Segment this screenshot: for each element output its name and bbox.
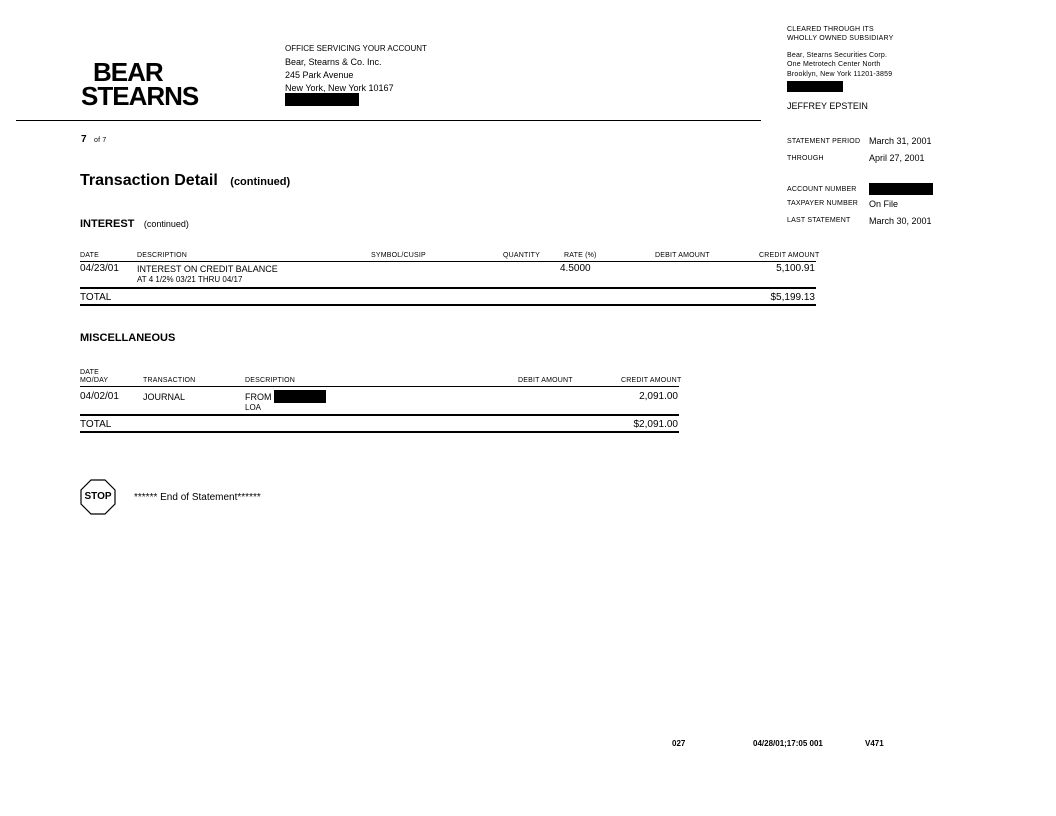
clearing-addr-2: One Metrotech Center North <box>787 61 881 68</box>
section-title <box>80 172 290 190</box>
misc-row-transaction: JOURNAL <box>143 392 186 402</box>
interest-title: INTEREST <box>80 218 135 230</box>
clearing-line-1: CLEARED THROUGH ITS <box>787 26 874 33</box>
taxpayer-label: TAXPAYER NUMBER <box>787 200 859 207</box>
interest-header-quantity: QUANTITY <box>503 252 540 259</box>
header-rule <box>16 120 761 121</box>
footer-code-2: V471 <box>865 739 884 748</box>
misc-row-credit: 2,091.00 <box>639 391 678 402</box>
misc-header-date-2: MO/DAY <box>80 377 109 384</box>
misc-header-credit: CREDIT AMOUNT <box>621 377 682 384</box>
interest-row-rate: 4.5000 <box>560 263 591 274</box>
page-num: 7 <box>81 134 87 145</box>
logo-line-1: BEAR <box>93 57 163 87</box>
taxpayer-value: On File <box>869 199 899 209</box>
interest-total-rule-top <box>80 287 816 289</box>
misc-total-rule-top <box>80 414 679 416</box>
interest-header-rate: RATE (%) <box>564 252 597 259</box>
redaction-account <box>869 183 933 195</box>
redaction-misc <box>274 390 326 403</box>
misc-row-date: 04/02/01 <box>80 391 119 402</box>
office-city: New York, New York 10167 <box>285 83 394 93</box>
footer-timestamp: 04/28/01;17:05 001 <box>753 739 823 748</box>
footer-code-1: 027 <box>672 739 686 748</box>
last-statement-label: LAST STATEMENT <box>787 217 851 224</box>
interest-header-credit: CREDIT AMOUNT <box>759 252 820 259</box>
section-continued: (continued) <box>230 176 291 188</box>
statement-period-label: STATEMENT PERIOD <box>787 138 861 145</box>
misc-header-rule <box>80 386 679 387</box>
clearing-addr-3: Brooklyn, New York 11201-3859 <box>787 71 893 78</box>
through-value: April 27, 2001 <box>869 153 925 163</box>
misc-title: MISCELLANEOUS <box>80 332 176 344</box>
misc-header-date-1: DATE <box>80 369 99 376</box>
office-name: Bear, Stearns & Co. Inc. <box>285 57 382 67</box>
interest-header-description: DESCRIPTION <box>137 252 188 259</box>
clearing-line-2: WHOLLY OWNED SUBSIDIARY <box>787 35 894 42</box>
interest-row-date: 04/23/01 <box>80 263 119 274</box>
misc-row-desc-1: FROM <box>245 392 272 402</box>
section-title-text: Transaction Detail <box>80 172 218 189</box>
interest-total-rule-bottom <box>80 304 816 306</box>
interest-header-symbol: SYMBOL/CUSIP <box>371 252 426 259</box>
misc-total-rule-bottom <box>80 431 679 433</box>
account-number-label: ACCOUNT NUMBER <box>787 186 857 193</box>
interest-row-desc-1: INTEREST ON CREDIT BALANCE <box>137 264 278 274</box>
interest-header-date: DATE <box>80 252 99 259</box>
statement-period-value: March 31, 2001 <box>869 136 932 146</box>
interest-heading <box>80 214 189 232</box>
interest-row-desc-2: AT 4 1/2% 03/21 THRU 04/17 <box>137 275 243 284</box>
interest-header-debit: DEBIT AMOUNT <box>655 252 710 259</box>
interest-header-rule <box>80 261 816 262</box>
page-of: of 7 <box>94 137 107 144</box>
misc-total-label: TOTAL <box>80 419 112 430</box>
misc-row-desc-2: LOA <box>245 403 262 412</box>
page-number <box>81 129 107 147</box>
logo-line-2: STEARNS <box>81 81 199 111</box>
clearing-addr-1: Bear, Stearns Securities Corp. <box>787 52 888 59</box>
office-heading: OFFICE SERVICING YOUR ACCOUNT <box>285 44 427 53</box>
interest-total-label: TOTAL <box>80 292 112 303</box>
redaction-clearing <box>787 81 843 92</box>
client-name: JEFFREY EPSTEIN <box>787 101 868 111</box>
misc-total-value: $2,091.00 <box>633 419 678 430</box>
redaction-office <box>285 93 359 106</box>
misc-header-description: DESCRIPTION <box>245 377 296 384</box>
stop-sign-icon <box>80 479 116 515</box>
last-statement-value: March 30, 2001 <box>869 216 932 226</box>
end-of-statement: ****** End of Statement****** <box>134 492 261 503</box>
interest-continued: (continued) <box>143 219 189 229</box>
office-street: 245 Park Avenue <box>285 70 354 80</box>
through-label: THROUGH <box>787 155 824 162</box>
misc-header-debit: DEBIT AMOUNT <box>518 377 573 384</box>
bear-stearns-logo <box>81 57 201 111</box>
stop-text: STOP <box>84 491 112 502</box>
misc-header-transaction: TRANSACTION <box>143 377 196 384</box>
interest-total-value: $5,199.13 <box>770 292 815 303</box>
interest-row-credit: 5,100.91 <box>776 263 815 274</box>
